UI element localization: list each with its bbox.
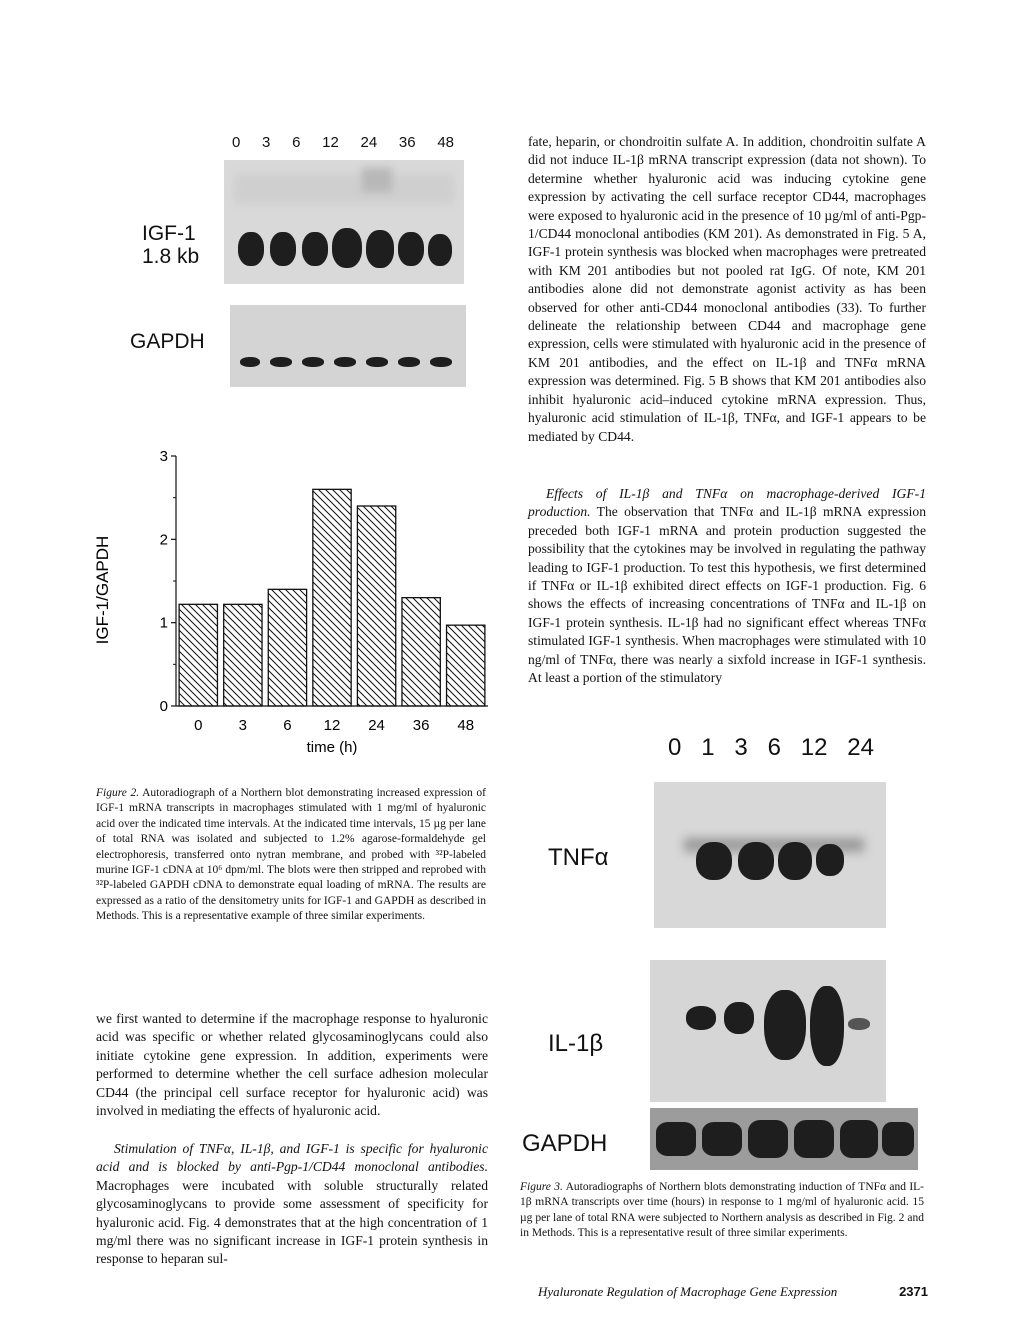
chart-y-tick-label: 2 <box>159 531 168 549</box>
chart-x-tick-label: 3 <box>238 717 248 734</box>
tnf-blot-label: TNFα <box>548 844 609 871</box>
tnf-northern-blot <box>654 782 886 928</box>
il1-band <box>848 1018 870 1030</box>
right-paragraph-2-heading: Effects of IL-1β and TNFα on macrophage-derived IGF-1 production. <box>528 486 926 520</box>
chart-bar-36h <box>402 598 440 706</box>
gapdh-band <box>702 1122 742 1156</box>
gapdh-band <box>366 357 388 367</box>
page-number: 2371 <box>899 1284 928 1299</box>
il1-band <box>764 990 806 1060</box>
chart-x-tick-label: 24 <box>368 717 385 734</box>
chart-y-tick-label: 1 <box>159 614 168 632</box>
igf1-size-label: 1.8 kb <box>142 245 200 268</box>
fig3-lane-label: 24 <box>847 734 874 761</box>
gapdh-band <box>302 357 324 367</box>
chart-x-tick-label: 48 <box>457 717 475 734</box>
igf1-label: IGF-1 <box>142 222 196 245</box>
left-paragraph-1: we first wanted to determine if the macrophage response to hyaluronic acid was specific or whether related glycosaminoglycans could also initiate cytokine gene expression. In addition, experiments were performed to determine whether the cell surface adhesion molecular CD44 (the principal cell surface receptor for hyaluronic acid) was involved in mediating the effects of hyaluronic acid. <box>96 1011 488 1119</box>
tnf-band <box>816 844 844 876</box>
chart-bar-12h <box>313 489 351 706</box>
gapdh-band <box>240 357 260 367</box>
fig2-lane-label: 3 <box>262 134 271 151</box>
fig2-lane-label: 12 <box>322 134 339 151</box>
chart-x-tick-label: 6 <box>283 717 292 734</box>
il1-band <box>810 986 844 1066</box>
igf1-band <box>366 230 394 268</box>
chart-x-tick-label: 36 <box>412 717 430 734</box>
running-title: Hyaluronate Regulation of Macrophage Gene Expression <box>538 1284 838 1299</box>
fig2-lane-label: 36 <box>398 134 416 151</box>
il1-band <box>686 1006 716 1030</box>
fig3-lane-labels <box>668 734 874 762</box>
gapdh-band <box>398 357 420 367</box>
right-paragraph-1: fate, heparin, or chondroitin sulfate A. In addition, chondroitin sulfate A did not induce IL-1β mRNA transcript expression (data not shown). To determine whether hyaluronic acid was inducing cytokine gene expression by activating the cell surface receptor CD44, macrophages were exposed to hyaluronic acid in the presence of 10 µg/ml of anti-Pgp-1/CD44 monoclonal antibodies (KM 201). As demonstrated in Fig. 5 A, IGF-1 protein synthesis was blocked when macrophages were pretreated with KM 201 antibodies but not pooled rat IgG. Of note, KM 201 antibodies alone did not demonstrate agonist activity as has been observed for other anti-CD44 monoclonal antibodies (33). To further delineate the relationship between CD44 and macrophage gene expression, cells were stimulated with hyaluronic acid in the presence of KM 201 antibodies, and the effect on IL-1β and TNFα mRNA expression was determined. Fig. 5 B shows that KM 201 antibodies also inhibit hyaluronic acid–induced cytokine mRNA expression. Thus, hyaluronic acid stimulation of IL-1β, TNFα, and IGF-1 appears to be mediated by CD44. <box>528 134 926 444</box>
gapdh-northern-blot-fig2 <box>230 305 466 387</box>
chart-bar-3h <box>224 604 262 706</box>
gapdh-blot-label-fig3: GAPDH <box>522 1130 608 1157</box>
igf1-northern-blot <box>224 160 464 284</box>
fig3-lane-label: 12 <box>800 734 828 761</box>
tnf-band <box>778 842 812 880</box>
chart-bar-6h <box>268 589 306 706</box>
chart-x-tick-label: 0 <box>194 717 203 734</box>
left-paragraph-2-body: Macrophages were incubated with soluble structurally related glycosaminoglycans to provide some assessment of specificity for hyaluronic acid. Fig. 4 demonstrates that at the high concentration of 1 mg/ml there was no significant increase in IGF-1 protein synthesis in response to heparan sul- <box>96 1177 488 1267</box>
igf1-band <box>332 228 362 268</box>
gapdh-blot-label-fig2: GAPDH <box>130 330 205 353</box>
gapdh-band <box>334 357 356 367</box>
il1-blot-label: IL-1β <box>548 1030 604 1057</box>
fig2-lane-label: 48 <box>437 134 454 151</box>
gapdh-band <box>794 1120 834 1158</box>
figure-2-caption-body: Autoradiograph of a Northern blot demonstrating increased expression of IGF-1 mRNA transcripts in macrophages stimulated with 1 mg/ml of hyaluronic acid over the indicated time intervals. At the indicated time intervals, 15 µg per lane of total RNA was isolated and subjected to 1.2% agarose-formaldehyde gel electrophoresis, transferred onto nytran membrane, and probed with ³²P-labeled murine IGF-1 cDNA at 10⁶ dpm/ml. The blots were then stripped and reprobed with ³²P-labeled GAPDH cDNA to demonstrate equal loading of mRNA. The results are expressed as a ratio of the densitometry units for IGF-1 and GAPDH as described in Methods. This is a representative example of three similar experiments. <box>96 787 486 923</box>
figure-3-caption <box>520 1180 924 1242</box>
tnf-band <box>696 842 732 880</box>
gapdh-band <box>882 1122 914 1156</box>
fig3-lane-label: 0 <box>668 734 682 761</box>
fig2-lane-label: 24 <box>360 134 378 151</box>
figure-3-caption-body: Autoradiographs of Northern blots demonstrating induction of TNFα and IL-1β mRNA transcripts over time (hours) in response to 1 mg/ml of hyaluronic acid. 15 µg per lane of total RNA were subjected to Northern analysis as described in Fig. 2 and in Methods. This is a representative result of three similar experiments. <box>520 1181 925 1240</box>
igf1-gapdh-bar-chart <box>80 440 520 780</box>
gapdh-northern-blot-fig3 <box>650 1108 918 1170</box>
il1-northern-blot <box>650 960 886 1102</box>
chart-bar-48h <box>447 625 485 706</box>
chart-bar-0h <box>179 604 217 706</box>
chart-y-tick-label: 3 <box>159 448 168 465</box>
tnf-band <box>738 842 774 880</box>
gapdh-band <box>840 1120 878 1158</box>
igf1-band <box>238 232 264 266</box>
fig3-lane-label: 1 <box>701 734 715 761</box>
igf1-band <box>398 232 424 266</box>
igf1-band <box>302 232 328 266</box>
figure-2-caption-title: Figure 2. <box>96 787 140 799</box>
chart-y-axis-label: IGF-1/GAPDH <box>93 535 112 645</box>
right-paragraph-2-body: The observation that TNFα and IL-1β mRNA expression preceded both IGF-1 mRNA and protein production suggested the possibility that the cytokines may be involved in regulating the pathway leading to IGF-1 production. To test this hypothesis, we first determined if TNFα or IL-1β exhibited direct effects on IGF-1 production. Fig. 6 shows the effects of increasing concentrations of TNFα and IL-1β on IGF-1 protein synthesis. IL-1β had no significant effect whereas TNFα stimulated IGF-1 synthesis. When macrophages were stimulated with 10 ng/ml of TNFα, there was nearly a sixfold increase in IGF-1 synthesis. At least a portion of the stimulatory <box>528 504 926 686</box>
left-paragraph-2-heading: Stimulation of TNFα, IL-1β, and IGF-1 is specific for hyaluronic acid and is blocked by anti-Pgp-1/CD44 monoclonal antibodies. <box>96 1141 488 1175</box>
fig2-lane-labels <box>232 134 454 151</box>
gapdh-band <box>748 1120 788 1158</box>
il1-band <box>724 1002 754 1034</box>
running-footer <box>538 1284 928 1300</box>
left-paragraph-2 <box>96 1140 488 1269</box>
fig3-lane-label: 6 <box>767 734 781 761</box>
igf1-blot-label <box>142 222 199 268</box>
fig2-lane-label: 0 <box>232 134 241 151</box>
gapdh-band <box>656 1122 696 1156</box>
chart-y-tick-label: 0 <box>159 698 168 715</box>
chart-x-tick-label: 12 <box>323 717 341 734</box>
figure-3-caption-title: Figure 3. <box>520 1181 563 1193</box>
gapdh-band <box>270 357 292 367</box>
gapdh-band <box>430 357 452 367</box>
chart-bar-24h <box>357 506 395 706</box>
figure-2-caption <box>96 786 486 925</box>
igf1-band <box>428 234 452 266</box>
igf1-band <box>270 232 296 266</box>
right-paragraph-2 <box>528 485 926 687</box>
fig2-lane-label: 6 <box>292 134 301 151</box>
chart-x-axis-label: time (h) <box>306 739 358 756</box>
fig3-lane-label: 3 <box>734 734 748 761</box>
